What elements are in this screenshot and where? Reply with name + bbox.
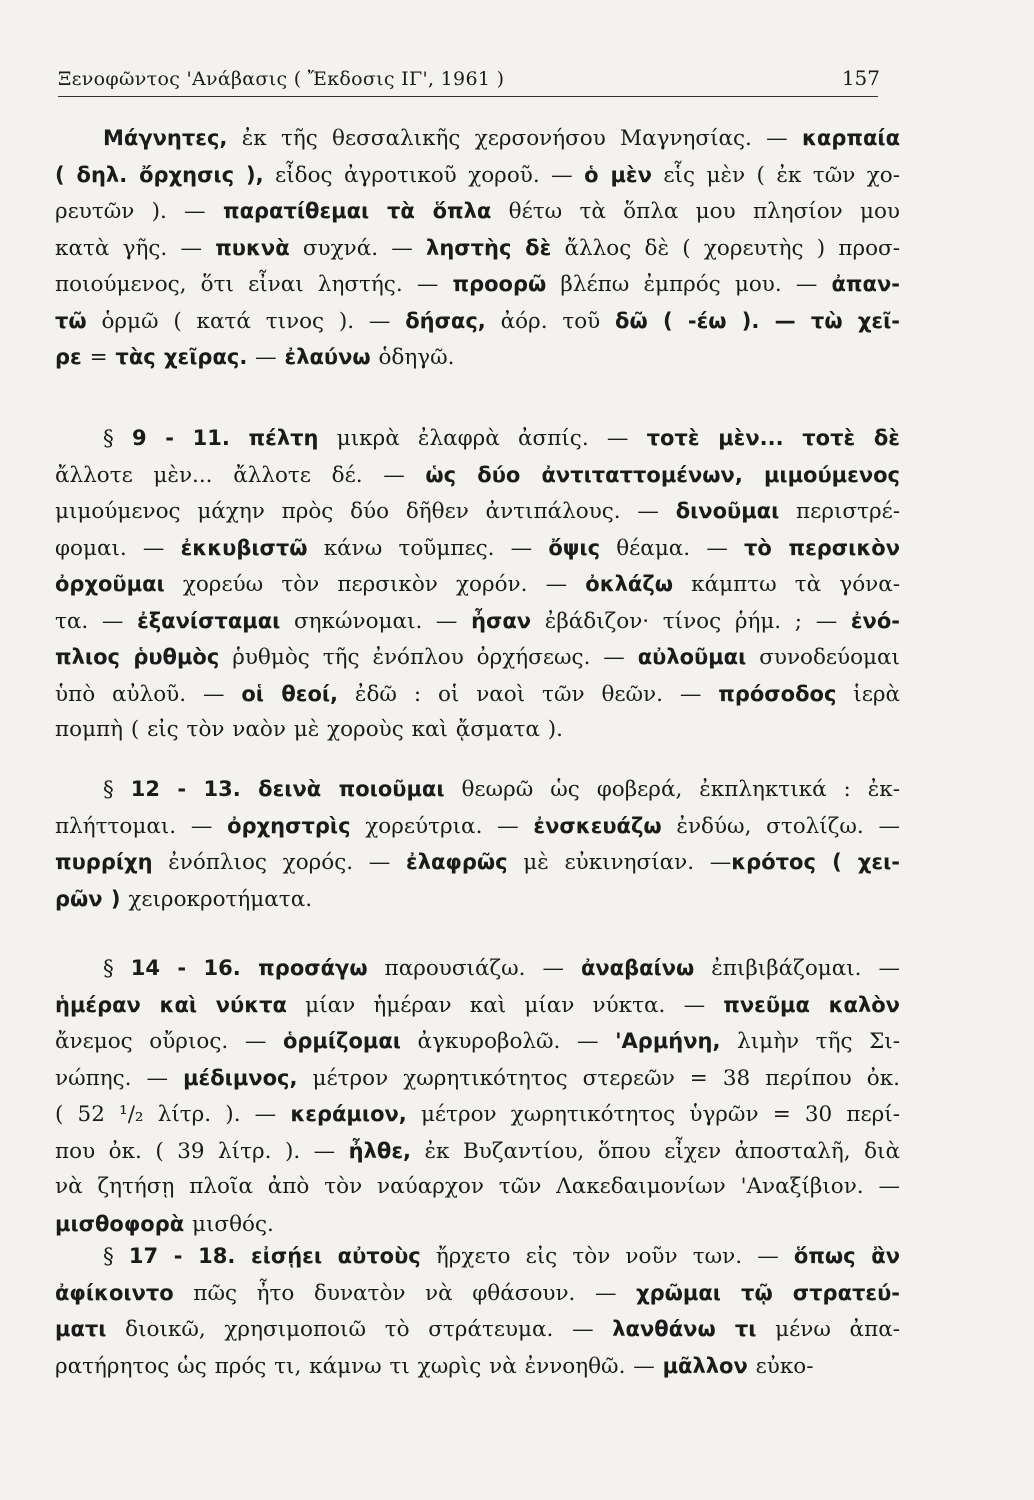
definition-text: ἄλλος δὲ ( χορευτὴς ) προσ- [551, 235, 900, 261]
headword: ἡμέραν καὶ νύκτα [55, 992, 287, 1017]
text-line [55, 1133, 900, 1170]
headword: ληστὴς δὲ [426, 235, 552, 260]
headword: ἐνό- [850, 608, 900, 633]
running-header [58, 66, 878, 97]
headword: πυρρίχη [55, 850, 153, 874]
headword: ρῶν ) [55, 886, 121, 911]
text-line [55, 771, 900, 808]
headword: τὸ περσικὸν [744, 535, 900, 560]
definition-text: διοικῶ, χρησιμοποιῶ τὸ στράτευμα. — [106, 1317, 613, 1342]
definition-text: τα. — [55, 608, 138, 634]
definition-text: θέαμα. — [600, 535, 744, 561]
definition-text: § [103, 956, 131, 981]
text-line [55, 1206, 900, 1243]
definition-text: χειροκροτήματα. [120, 886, 313, 912]
definition-text: μιμούμενος μάχην πρὸς δύο δῆθεν ἀντιπάλους. — [55, 499, 676, 524]
headword: ἦλθε, [348, 1138, 412, 1163]
definition-text: § [103, 777, 131, 802]
definition-text: ἀγκυροβολῶ. — [400, 1029, 616, 1054]
definition-text: κατὰ γῆς. — [55, 235, 216, 261]
text-line [55, 950, 900, 987]
definition-text: μίαν ἡμέραν καὶ μίαν νύκτα. — [286, 992, 724, 1018]
headword: ὁ μὲν [584, 162, 652, 187]
text-line [55, 230, 900, 267]
text-line [55, 303, 900, 340]
definition-text: πῶς ἦτο δυνατὸν νὰ φθάσουν. — [173, 1280, 637, 1306]
headword: ἀφίκοιντο [55, 1280, 174, 1305]
definition-text: ἱερὰ [836, 681, 900, 707]
definition-text: ἐκ Βυζαντίου, ὅπου εἶχεν ἀποσταλῆ, διὰ [411, 1138, 900, 1164]
text-line [55, 193, 900, 230]
headword: ἐξανίσταμαι [137, 608, 281, 633]
text-line [55, 1348, 900, 1385]
definition-text: νὰ ζητήσῃ πλοῖα ἀπὸ τὸν ναύαρχον τῶν Λακεδαιμονίων 'Αναξίβιον. — [55, 1174, 900, 1199]
definition-text: § [103, 426, 132, 451]
definition-text: ὁρμῶ ( κατά τινος ). — [86, 308, 406, 334]
glossary-section-17-18 [55, 1238, 900, 1384]
headword: τῶ [55, 308, 87, 333]
headword: ἀναβαίνω [580, 956, 695, 980]
header-title: Ξενοφῶντος 'Ανάβασις ( Ἔκδοσις ΙΓ', 1961 ) [58, 68, 505, 90]
headword: 12 - 13. δεινὰ ποιοῦμαι [130, 777, 445, 801]
headword: κρότος ( χει- [731, 850, 900, 874]
definition-text: ποιούμενος, ὅτι εἶναι ληστής. — [55, 272, 453, 297]
glossary-section-9-11 [55, 420, 900, 749]
headword: τὰς χεῖρας. [115, 345, 248, 369]
headword: πλιος ῥυθμὸς [55, 645, 220, 669]
text-line [55, 639, 900, 676]
definition-text: ( 52 ¹/₂ λίτρ. ). — [55, 1102, 291, 1127]
text-line [55, 157, 900, 194]
text-line [55, 712, 900, 749]
headword: κεράμιον, [290, 1102, 407, 1126]
definition-text: ὑπὸ αὐλοῦ. — [55, 681, 242, 707]
headword: ἐλαφρῶς [406, 850, 508, 874]
definition-text: λιμὴν τῆς Σι- [720, 1029, 900, 1054]
definition-text: ρευτῶν ). — [55, 199, 223, 224]
glossary-block-intro [55, 120, 900, 376]
headword: αὐλοῦμαι [637, 645, 747, 669]
headword: παρατίθεμαι τὰ ὅπλα [222, 199, 492, 223]
text-line [55, 1275, 900, 1312]
headword: τοτὲ μὲν... τοτὲ δὲ [646, 426, 900, 450]
definition-text: βλέπω ἐμπρός μου. — [546, 272, 832, 297]
headword: ὡς δύο ἀντιταττομένων, μιμούμενος [425, 462, 900, 487]
headword: πνεῦμα καλὸν [723, 992, 900, 1017]
headword: ἐκκυβιστῶ [180, 535, 308, 560]
headword: ἐλαύνω [284, 345, 371, 369]
definition-text: ἐνδύω, στολίζω. — [661, 813, 900, 839]
definition-text: ἄλλοτε μὲν... ἄλλοτε δέ. — [55, 462, 426, 488]
headword: ὀρχηστρὶς [227, 813, 351, 838]
definition-text: θεωρῶ ὡς φοβερά, ἐκπληκτικά : ἐκ- [444, 777, 900, 802]
text-line [55, 1060, 900, 1097]
definition-text: § [103, 1244, 129, 1269]
definition-text: σηκώνομαι. — [280, 608, 472, 634]
definition-text: συχνά. — [289, 235, 427, 261]
headword: μισθοφορὰ [55, 1211, 185, 1236]
definition-text: φομαι. — [55, 535, 181, 561]
definition-text: πλήττομαι. — [55, 813, 228, 839]
headword: 14 - 16. προσάγω [130, 956, 368, 980]
definition-text: ἐνόπλιος χορός. — [152, 850, 406, 875]
text-line [55, 266, 900, 303]
headword: λανθάνω τι [612, 1317, 757, 1341]
glossary-section-12-13 [55, 771, 900, 917]
headword: 17 - 18. εἰσῄει αὐτοὺς [128, 1244, 421, 1268]
headword: ματι [55, 1317, 107, 1341]
headword: μέδιμνος, [183, 1065, 298, 1090]
definition-text: χορεύω τὸν περσικὸν χορόν. — [164, 572, 586, 597]
definition-text: — [247, 345, 285, 370]
definition-text: πομπὴ ( εἰς τὸν ναὸν μὲ χοροὺς καὶ ᾄσματα ). [55, 717, 563, 742]
definition-text: ῥυθμὸς τῆς ἐνόπλου ὀρχήσεως. — [219, 645, 638, 670]
definition-text: ἄνεμος οὔριος. — [55, 1029, 283, 1054]
definition-text: ὁδηγῶ. [370, 345, 455, 370]
headword: ὀρχοῦμαι [55, 572, 165, 596]
text-line [55, 530, 900, 567]
headword: ὄψις [548, 535, 601, 560]
definition-text: θέτω τὰ ὅπλα μου πλησίον μου [491, 199, 900, 224]
definition-text: μισθός. [184, 1211, 274, 1237]
headword: 'Αρμήνη, [615, 1029, 721, 1053]
headword: Μάγνητες, [103, 126, 228, 150]
text-line [55, 1096, 900, 1133]
headword: ἦσαν [471, 608, 532, 633]
headword: ὀκλάζω [585, 572, 673, 596]
definition-text: περιστρέ- [779, 499, 900, 524]
headword: ὁρμίζομαι [282, 1029, 401, 1053]
definition-text: μέτρον χωρητικότητος ὑγρῶν = 30 περί- [406, 1102, 900, 1127]
text-line [55, 493, 900, 530]
definition-text: μὲ εὐκινησίαν. — [507, 850, 732, 875]
definition-text: ἤρχετο εἰς τὸν νοῦν των. — [420, 1244, 794, 1269]
headword: οἱ θεοί, [241, 681, 339, 706]
text-line [55, 566, 900, 603]
headword: μᾶλλον [662, 1353, 748, 1378]
definition-text: = [81, 345, 116, 370]
definition-text: μένω ἀπα- [756, 1317, 900, 1342]
definition-text: συνοδεύομαι [746, 645, 900, 670]
headword: ( δηλ. ὄρχησις ), [55, 162, 264, 187]
headword: χρῶμαι τῷ στρατεύ- [636, 1280, 900, 1305]
definition-text: μέτρον χωρητικότητος στερεῶν = 38 περίπου ὀκ. [297, 1065, 900, 1091]
definition-text: ἐπιβιβάζομαι. — [694, 956, 900, 981]
definition-text: ρατήρητος ὡς πρός τι, κάμνω τι χωρὶς νὰ ἐννοηθῶ. — [55, 1353, 663, 1379]
page-number: 157 [841, 66, 880, 90]
text-line [55, 1311, 900, 1348]
text-line [55, 603, 900, 640]
headword: ὅπως ἂν [793, 1244, 900, 1268]
definition-text: ἐβάδιζον· τίνος ῥήμ. ; — [531, 608, 851, 634]
definition-text: παρουσιάζω. — [367, 956, 581, 981]
headword: προορῶ [452, 272, 547, 296]
definition-text: νώπης. — [55, 1065, 184, 1091]
definition-text: που ὀκ. ( 39 λίτρ. ). — [55, 1138, 349, 1164]
headword: πυκνὰ [215, 235, 290, 260]
headword: πρόσοδος [718, 681, 837, 706]
definition-text: χορεύτρια. — [350, 813, 534, 839]
text-line [55, 987, 900, 1024]
headword: δινοῦμαι [675, 499, 780, 523]
text-line [55, 120, 900, 157]
text-line [55, 676, 900, 713]
definition-text: ἐδῶ : οἱ ναοὶ τῶν θεῶν. — [338, 681, 719, 707]
text-line [55, 420, 900, 457]
text-line [55, 1169, 900, 1206]
text-line [55, 881, 900, 918]
text-line [55, 1023, 900, 1060]
text-line [55, 339, 900, 376]
headword: 9 - 11. πέλτη [131, 426, 319, 450]
text-line [55, 457, 900, 494]
text-line [55, 808, 900, 845]
definition-text: εὐκο- [747, 1353, 814, 1379]
headword: καρπαία [801, 126, 900, 150]
headword: ρε [55, 345, 82, 369]
definition-text: ἐκ τῆς θεσσαλικῆς χερσονήσου Μαγνησίας. — [227, 126, 802, 151]
definition-text: εἶδος ἀγροτικοῦ χοροῦ. — [263, 162, 585, 188]
text-line [55, 844, 900, 881]
definition-text: εἷς μὲν ( ἐκ τῶν χο- [651, 162, 900, 188]
headword: ἀπαν- [831, 272, 900, 296]
glossary-section-14-16 [55, 950, 900, 1242]
definition-text: μικρὰ ἐλαφρὰ ἀσπίς. — [318, 426, 647, 451]
headword: δῶ ( -έω ). — τὼ χεῖ- [615, 308, 900, 333]
definition-text: κάνω τοῦμπες. — [307, 535, 549, 561]
text-line [55, 1238, 900, 1275]
headword: δήσας, [405, 308, 486, 333]
headword: ἐνσκευάζω [533, 813, 662, 838]
definition-text: κάμπτω τὰ γόνα- [673, 572, 900, 597]
definition-text: ἀόρ. τοῦ [485, 308, 616, 334]
